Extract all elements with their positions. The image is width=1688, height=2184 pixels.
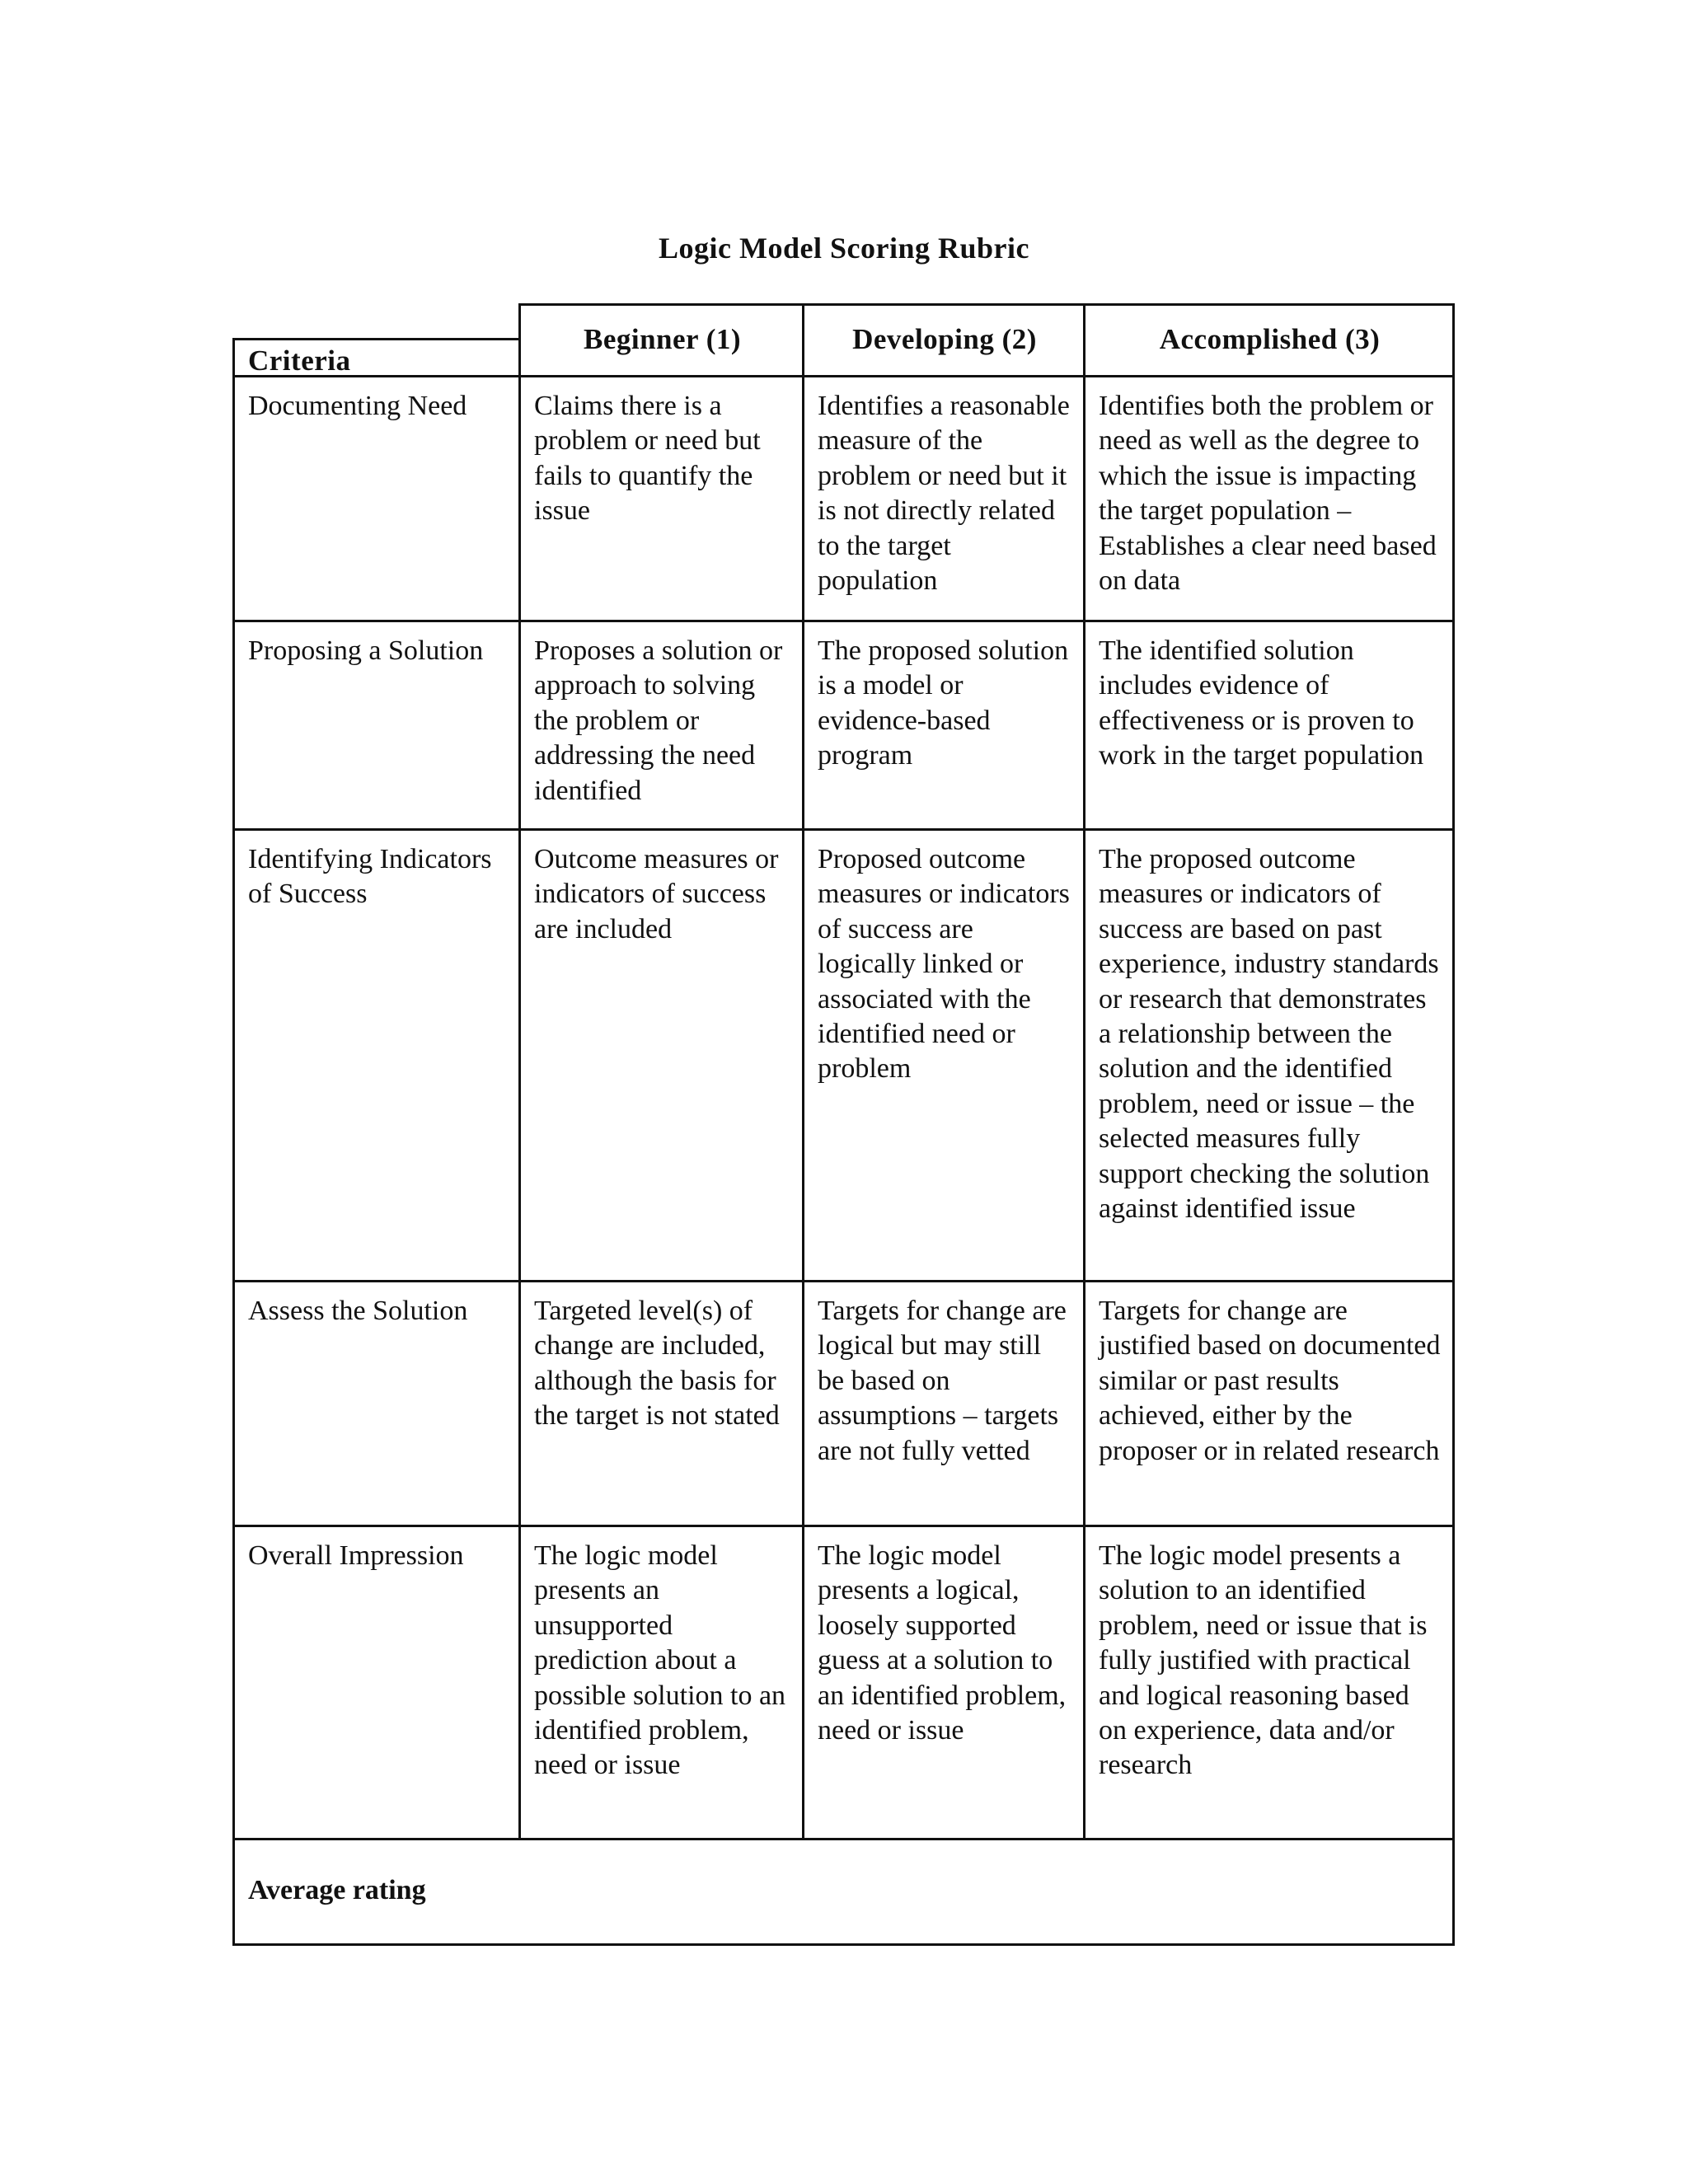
beginner-cell: Proposes a solution or approach to solving the problem or addressing the need identified xyxy=(518,622,802,831)
page-title: Logic Model Scoring Rubric xyxy=(659,232,1029,265)
developing-cell: The logic model presents a logical, loosely supported guess at a solution to an identified problem, need or issue xyxy=(802,1527,1083,1840)
criteria-cell: Overall Impression xyxy=(232,1527,518,1840)
accomplished-cell: Identifies both the problem or need as well as the degree to which the issue is impacting the target population – Establishes a clear need based on data xyxy=(1083,377,1455,622)
developing-cell: Targets for change are logical but may still be based on assumptions – targets are not fully vetted xyxy=(802,1282,1083,1527)
table-row xyxy=(232,1282,1455,1527)
accomplished-header: Accomplished (3) xyxy=(1083,303,1455,377)
average-rating-label: Average rating xyxy=(232,1840,1455,1946)
developing-cell: The proposed solution is a model or evidence-based program xyxy=(802,622,1083,831)
accomplished-cell: The identified solution includes evidence of effectiveness or is proven to work in the target population xyxy=(1083,622,1455,831)
beginner-header: Beginner (1) xyxy=(518,303,802,377)
table-row xyxy=(232,1527,1455,1840)
rubric-table xyxy=(232,303,1455,1946)
criteria-cell: Documenting Need xyxy=(232,377,518,622)
accomplished-cell: The logic model presents a solution to an identified problem, need or issue that is fully justified with practical and logical reasoning based on experience, data and/or research xyxy=(1083,1527,1455,1840)
criteria-header: Criteria xyxy=(232,338,518,377)
developing-cell: Identifies a reasonable measure of the problem or need but it is not directly related to the target population xyxy=(802,377,1083,622)
criteria-cell: Assess the Solution xyxy=(232,1282,518,1527)
accomplished-cell: The proposed outcome measures or indicators of success are based on past experience, industry standards or research that demonstrates a relationship between the solution and the identified problem, need or issue – the selected measures fully support checking the solution against identified issue xyxy=(1083,831,1455,1282)
criteria-cell: Identifying Indicators of Success xyxy=(232,831,518,1282)
footer-row xyxy=(232,1840,1455,1946)
developing-header: Developing (2) xyxy=(802,303,1083,377)
table-row xyxy=(232,831,1455,1282)
accomplished-cell: Targets for change are justified based on documented similar or past results achieved, either by the proposer or in related research xyxy=(1083,1282,1455,1527)
beginner-cell: Outcome measures or indicators of success are included xyxy=(518,831,802,1282)
developing-cell: Proposed outcome measures or indicators of success are logically linked or associated with the identified need or problem xyxy=(802,831,1083,1282)
beginner-cell: Claims there is a problem or need but fails to quantify the issue xyxy=(518,377,802,622)
table-row xyxy=(232,377,1455,622)
beginner-cell: Targeted level(s) of change are included, although the basis for the target is not stated xyxy=(518,1282,802,1527)
table-row xyxy=(232,622,1455,831)
beginner-cell: The logic model presents an unsupported prediction about a possible solution to an identified problem, need or issue xyxy=(518,1527,802,1840)
header-row xyxy=(232,303,1455,377)
criteria-cell: Proposing a Solution xyxy=(232,622,518,831)
